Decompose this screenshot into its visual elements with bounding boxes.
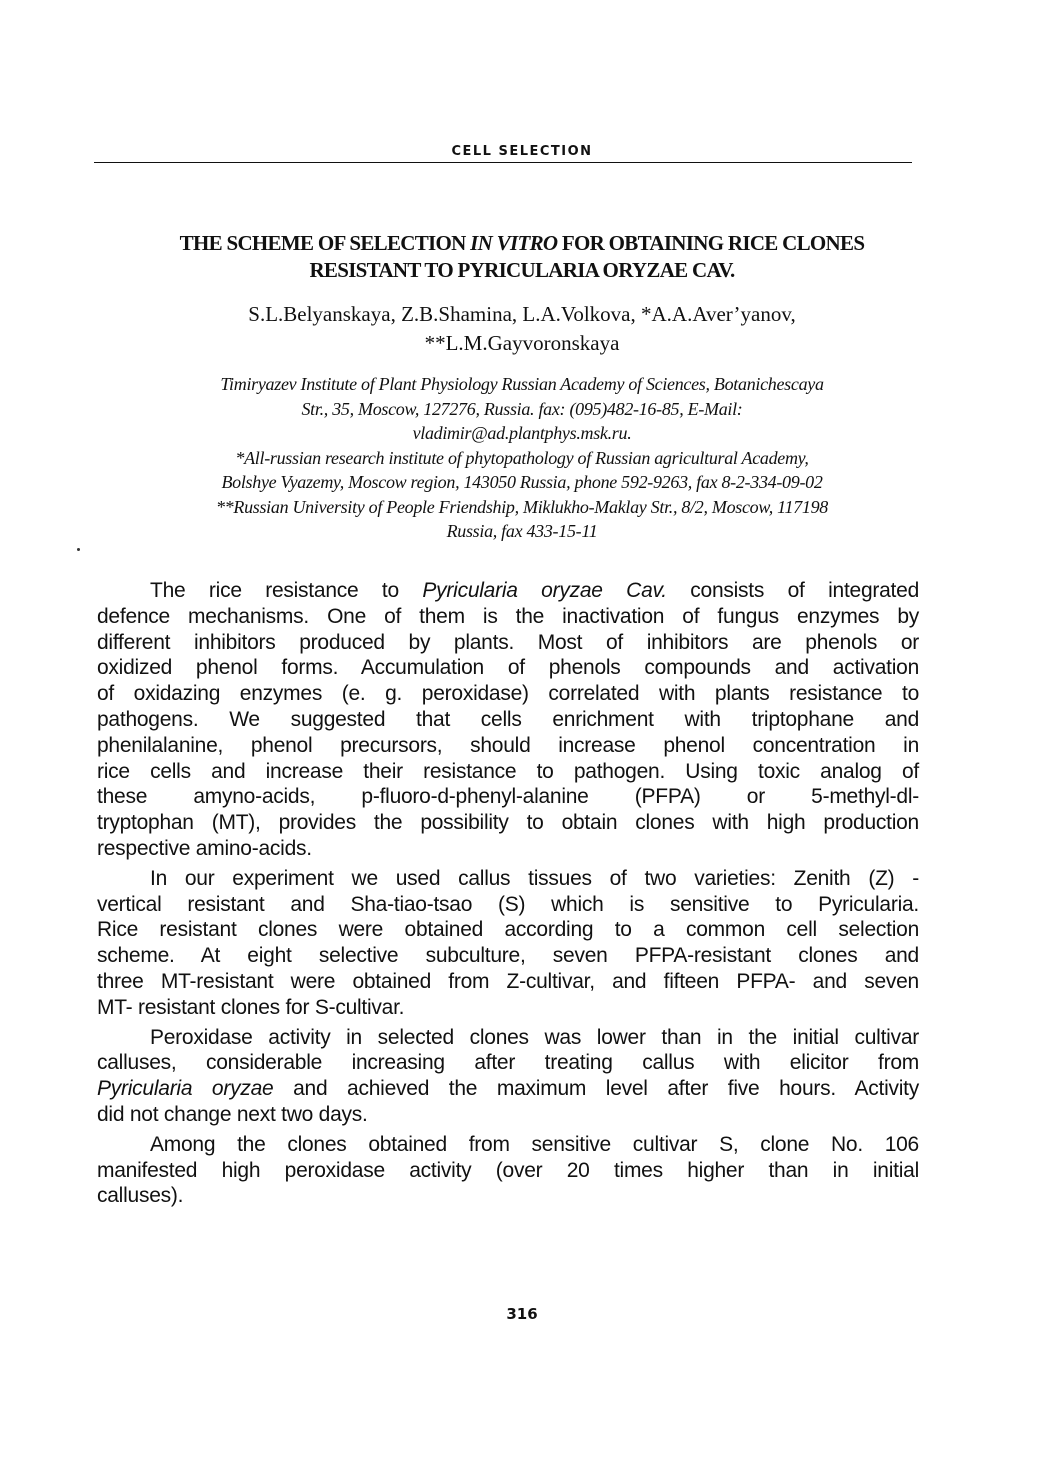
text-line: MT- resistant clones for S-cultivar. <box>97 995 405 1019</box>
header-rule <box>94 162 912 163</box>
scan-speck <box>77 548 80 551</box>
affiliation-line: vladimir@ad.plantphys.msk.ru. <box>412 423 632 443</box>
text-line: vertical resistant and Sha-tiao-tsao (S) which is sensitive to Pyricularia. <box>97 892 919 916</box>
authors-line-2: **L.M.Gayvoronskaya <box>424 331 620 355</box>
affiliation-line: Bolshye Vyazemy, Moscow region, 143050 Russia, phone 592-9263, fax 8-2-334-09-02 <box>221 472 823 492</box>
text-line: oxidized phenol forms. Accumulation of phenols compounds and activation <box>97 656 919 680</box>
text-line: did not change next two days. <box>97 1102 368 1126</box>
text-line: Rice resistant clones were obtained according to a common cell selection <box>97 918 919 942</box>
text-line: manifested high peroxidase activity (over 20 times higher than in initial <box>97 1158 919 1182</box>
text-line: calluses). <box>97 1184 184 1208</box>
text-line: three MT-resistant were obtained from Z-cultivar, and fifteen PFPA- and seven <box>97 969 919 993</box>
affiliations <box>100 372 944 544</box>
article-body <box>97 578 919 1213</box>
text-line: defence mechanisms. One of them is the inactivation of fungus enzymes by <box>97 604 919 628</box>
text-line: In our experiment we used callus tissues of two varieties: Zenith (Z) - <box>150 866 919 890</box>
affiliation-line: Str., 35, Moscow, 127276, Russia. fax: (095)482-16-85, E-Mail: <box>301 398 743 419</box>
text-line: different inhibitors produced by plants. Most of inhibitors are phenols or <box>97 630 919 654</box>
text-line: phenilalanine, phenol precursors, should increase phenol concentration in <box>97 733 919 757</box>
text-line: pathogens. We suggested that cells enrichment with triptophane and <box>97 707 919 731</box>
text-line: scheme. At eight selective subculture, seven PFPA-resistant clones and <box>97 944 919 968</box>
paragraph-2 <box>97 866 919 1021</box>
affiliation-line: **Russian University of People Friendship, Miklukho-Maklay Str., 8/2, Moscow, 117198 <box>215 496 829 517</box>
text-line: Peroxidase activity in selected clones was lower than in the initial cultivar <box>150 1025 919 1049</box>
affiliation-line: Russia, fax 433-15-11 <box>446 521 598 541</box>
authors-line-1: S.L.Belyanskaya, Z.B.Shamina, L.A.Volkova, *A.A.Aver’yanov, <box>248 302 796 326</box>
article-title <box>100 230 944 284</box>
affiliation-line: Timiryazev Institute of Plant Physiology Russian Academy of Sciences, Botanichescaya <box>220 374 824 394</box>
paragraph-4 <box>97 1132 919 1209</box>
paragraph-3 <box>97 1025 919 1128</box>
text-line: respective amino-acids. <box>97 836 312 860</box>
text-line: of oxidazing enzymes (e. g. peroxidase) correlated with plants resistance to <box>97 682 919 706</box>
title-line-2: RESISTANT TO PYRICULARIA ORYZAE CAV. <box>309 258 735 282</box>
text-line: these amyno-acids, p-fluoro-d-phenyl-alanine (PFPA) or 5-methyl-dl- <box>97 785 919 809</box>
text-line: Among the clones obtained from sensitive cultivar S, clone No. 106 <box>150 1132 919 1156</box>
text-line: rice cells and increase their resistance to pathogen. Using toxic analog of <box>97 759 919 783</box>
affiliation-line: *All-russian research institute of phytopathology of Russian agricultural Academy, <box>235 447 809 468</box>
text-line: Pyricularia oryzae and achieved the maximum level after five hours. Activity <box>97 1077 919 1101</box>
author-list <box>100 300 944 358</box>
paragraph-1 <box>97 578 919 862</box>
title-line-1: THE SCHEME OF SELECTION IN VITRO FOR OBTAINING RICE CLONES <box>179 231 865 255</box>
text-line: tryptophan (MT), provides the possibility to obtain clones with high production <box>97 811 919 835</box>
text-line: calluses, considerable increasing after treating callus with elicitor from <box>97 1051 919 1075</box>
text-line: The rice resistance to Pyricularia oryzae Cav. consists of integrated <box>150 579 919 602</box>
running-header: CELL SELECTION <box>451 144 593 159</box>
page-number: 316 <box>506 1305 538 1323</box>
